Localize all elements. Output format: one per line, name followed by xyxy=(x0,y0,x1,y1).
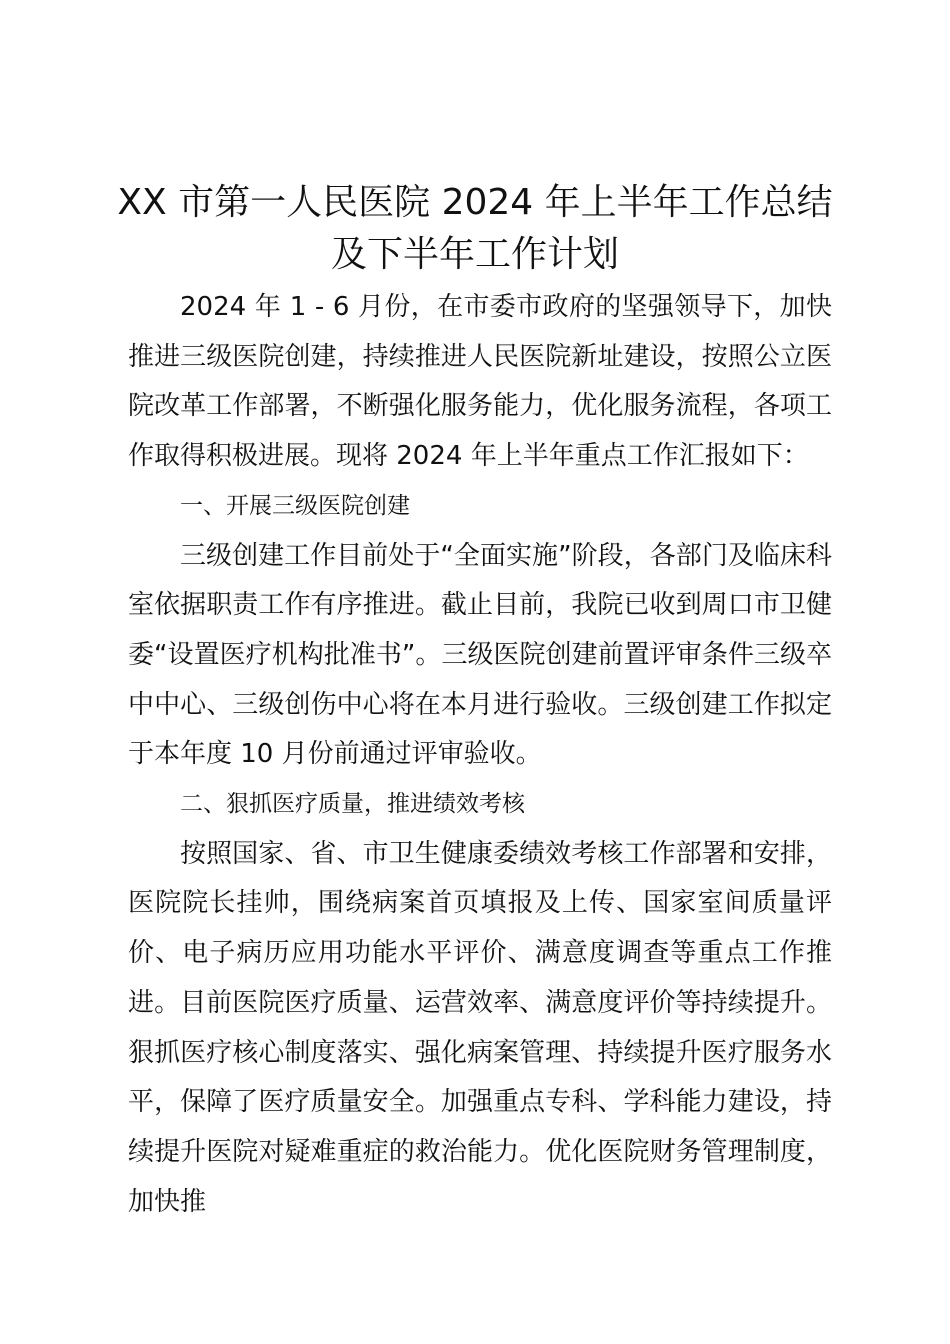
intro-paragraph: 2024 年 1 - 6 月份，在市委市政府的坚强领导下，加快推进三级医院创建，持续推进人民医院新址建设，按照公立医院改革工作部署，不断强化服务能力，优化服务流程，各项工作取得积极进展。现将 2024 年上半年重点工作汇报如下： xyxy=(128,292,832,472)
document-title-line-2: 及下半年工作计划 xyxy=(330,234,619,275)
document-title-line-1: XX 市第一人民医院 2024 年上半年工作总结 xyxy=(117,182,833,223)
section-2-heading: 二、狠抓医疗质量，推进绩效考核 xyxy=(180,791,525,818)
section-1-heading: 一、开展三级医院创建 xyxy=(180,492,410,519)
section-2-paragraph: 按照国家、省、市卫生健康委绩效考核工作部署和安排，医院院长挂帅，围绕病案首页填报及上传、国家室间质量评价、电子病历应用功能水平评价、满意度调查等重点工作推进。目前医院医疗质量、运营效率、满意度评价等持续提升。狠抓医疗核心制度落实、强化病案管理、持续提升医疗服务水平，保障了医疗质量安全。加强重点专科、学科能力建设，持续提升医院对疑难重症的救治能力。优化医院财务管理制度，加快推 xyxy=(128,838,832,1217)
document-body xyxy=(128,283,832,1227)
section-1-paragraph: 三级创建工作目前处于“全面实施”阶段，各部门及临床科室依据职责工作有序推进。截止目前，我院已收到周口市卫健委“设置医疗机构批准书”。三级医院创建前置评审条件三级卒中中心、三级创伤中心将在本月进行验收。三级创建工作拟定于本年度 10 月份前通过评审验收。 xyxy=(128,540,832,770)
